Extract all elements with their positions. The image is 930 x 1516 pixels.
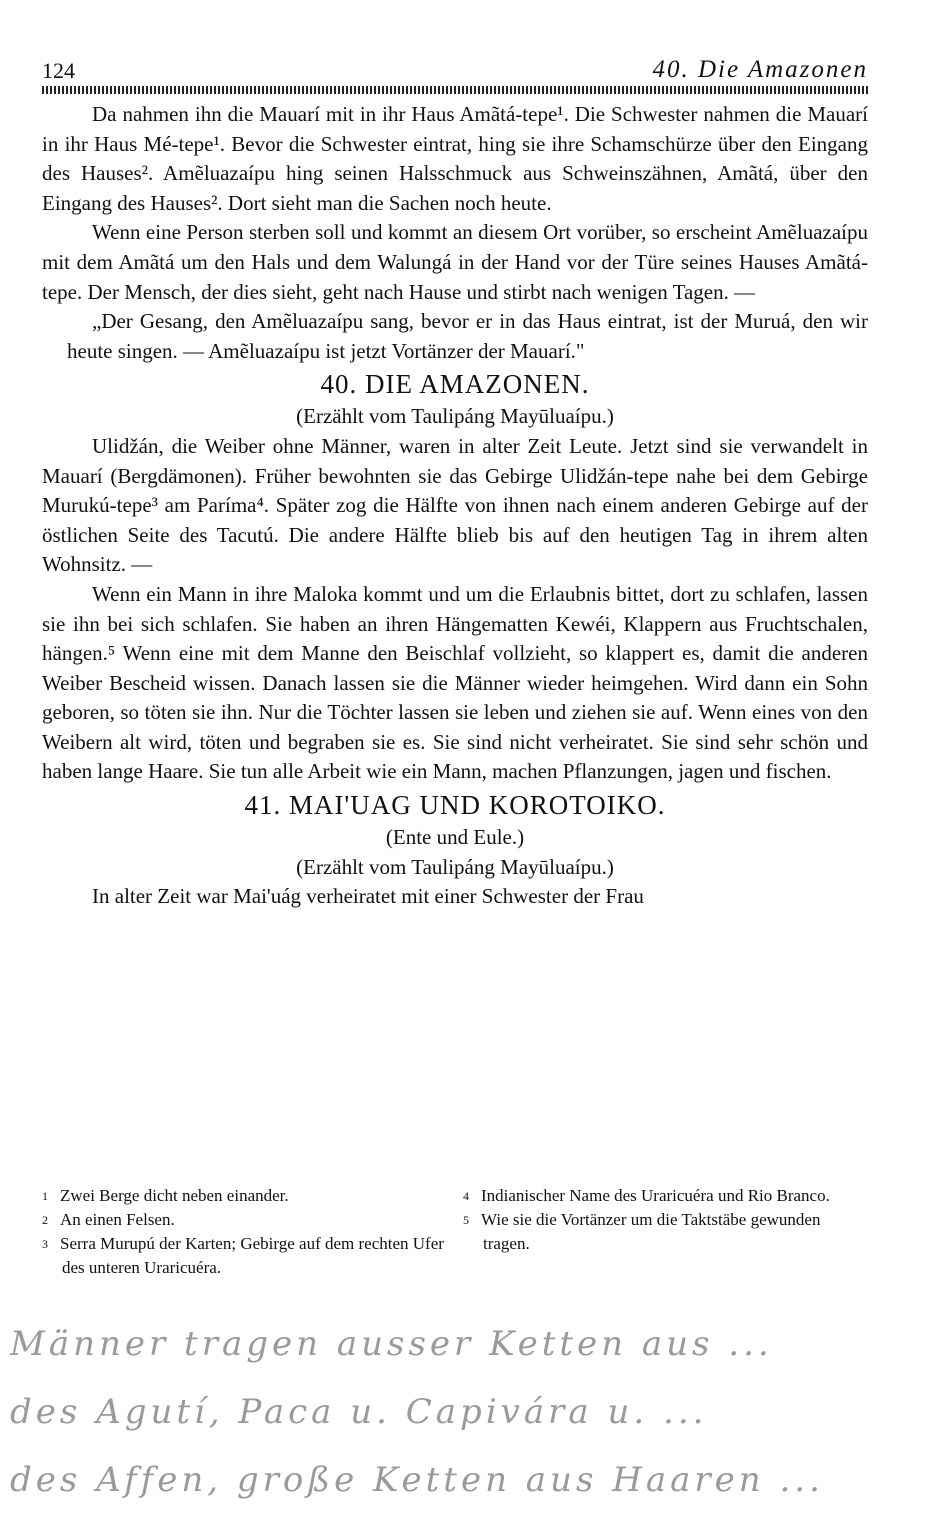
handwriting-line: des Affen, große Ketten aus Haaren ... <box>10 1460 824 1500</box>
running-title: 40. Die Amazonen <box>652 56 868 83</box>
paragraph: In alter Zeit war Mai'uág verheiratet mit einer Schwester der Frau <box>92 884 644 909</box>
page-header <box>42 58 868 92</box>
footnote: 2 An einen Felsen. <box>42 1210 175 1229</box>
footnote-column-right <box>463 1184 868 1280</box>
footnotes <box>42 1184 868 1280</box>
section-title-41: 41. MAI'UAG UND KOROTOIKO. <box>244 790 666 821</box>
footnote: 3 Serra Murupú der Karten; Gebirge auf dem rechten Ufer des unteren Uraricuéra. <box>42 1234 444 1277</box>
section-subtitle-41a: (Ente und Eule.) <box>385 825 525 850</box>
paragraph: Wenn ein Mann in ihre Maloka kommt und um die Erlaubnis bittet, dort zu schlafen, lassen sie ihn bei sich schlafen. Sie haben an ihren Hängematten Kewéi, Klappern aus Fruchtschalen, hängen.⁵ Wenn eine mit dem Manne den Beischlaf vollzieht, so klappert es, damit die anderen Weiber Bescheid wissen. Danach lassen sie die Männer wieder heimgehen. Wird dann ein Sohn geboren, so töten sie ihn. Nur die Töchter lassen sie leben und ziehen sie auf. Wenn eines von den Weibern alt wird, töten und begraben sie es. Sie sind nicht verheiratet. Sie sind sehr schön und haben lange Haare. Sie tun alle Arbeit wie ein Mann, machen Pflanzungen, jagen und fischen. <box>42 581 868 784</box>
body-text <box>42 100 868 912</box>
footnote-column-left <box>42 1184 447 1280</box>
handwriting-line: Männer tragen ausser Ketten aus ... <box>10 1324 773 1364</box>
paragraph: Ulidžán, die Weiber ohne Männer, waren in alter Zeit Leute. Jetzt sind sie verwandelt in Mauarí (Bergdämonen). Früher bewohnten sie das Gebirge Ulidžán-tepe nahe bei dem Gebirge Murukú-tepe³ am Paríma⁴. Später zog die Hälfte von ihnen nach einem anderen Gebirge auf der östlichen Seite des Tacutú. Die andere Hälfte blieb bis auf den heutigen Tag in ihrem alten Wohnsitz. — <box>42 433 868 577</box>
handwriting-line: des Agutí, Paca u. Capivára u. ... <box>10 1392 708 1432</box>
section-title-40: 40. DIE AMAZONEN. <box>320 369 590 400</box>
header-rule <box>42 86 868 94</box>
page-number: 124 <box>42 58 75 83</box>
handwritten-note <box>10 1310 920 1510</box>
paragraph: Da nahmen ihn die Mauarí mit in ihr Haus Amãtá-tepe¹. Die Schwester nahmen die Mauarí in ihr Haus Mé-tepe¹. Bevor die Schwester eintrat, hing sie ihre Schamschürze über den Eingang des Hauses². Amẽluazaípu hing seinen Halsschmuck aus Schweinszähnen, Amãtá, über den Eingang des Hauses². Dort sieht man die Sachen noch heute. <box>42 102 868 215</box>
quote-paragraph: „Der Gesang, den Amẽluazaípu sang, bevor er in das Haus eintrat, ist der Muruá, den wir heute singen. — Amẽluazaípu ist jetzt Vortänzer der Mauarí." <box>67 309 868 363</box>
paragraph: Wenn eine Person sterben soll und kommt an diesem Ort vorüber, so erscheint Amẽluazaípu mit dem Amãtá um den Hals und dem Walungá in der Hand vor der Türe seines Hauses Amãtá-tepe. Der Mensch, der dies sieht, geht nach Hause und stirbt nach wenigen Tagen. — <box>42 220 868 304</box>
section-subtitle-40: (Erzählt vom Taulipáng Mayūluaípu.) <box>296 404 614 429</box>
footnote: 1 Zwei Berge dicht neben einander. <box>42 1186 289 1205</box>
footnote: 4 Indianischer Name des Uraricuéra und Rio Branco. <box>463 1186 830 1205</box>
section-subtitle-41b: (Erzählt vom Taulipáng Mayūluaípu.) <box>296 854 614 879</box>
footnote: 5 Wie sie die Vortänzer um die Taktstäbe gewunden tragen. <box>463 1210 821 1253</box>
